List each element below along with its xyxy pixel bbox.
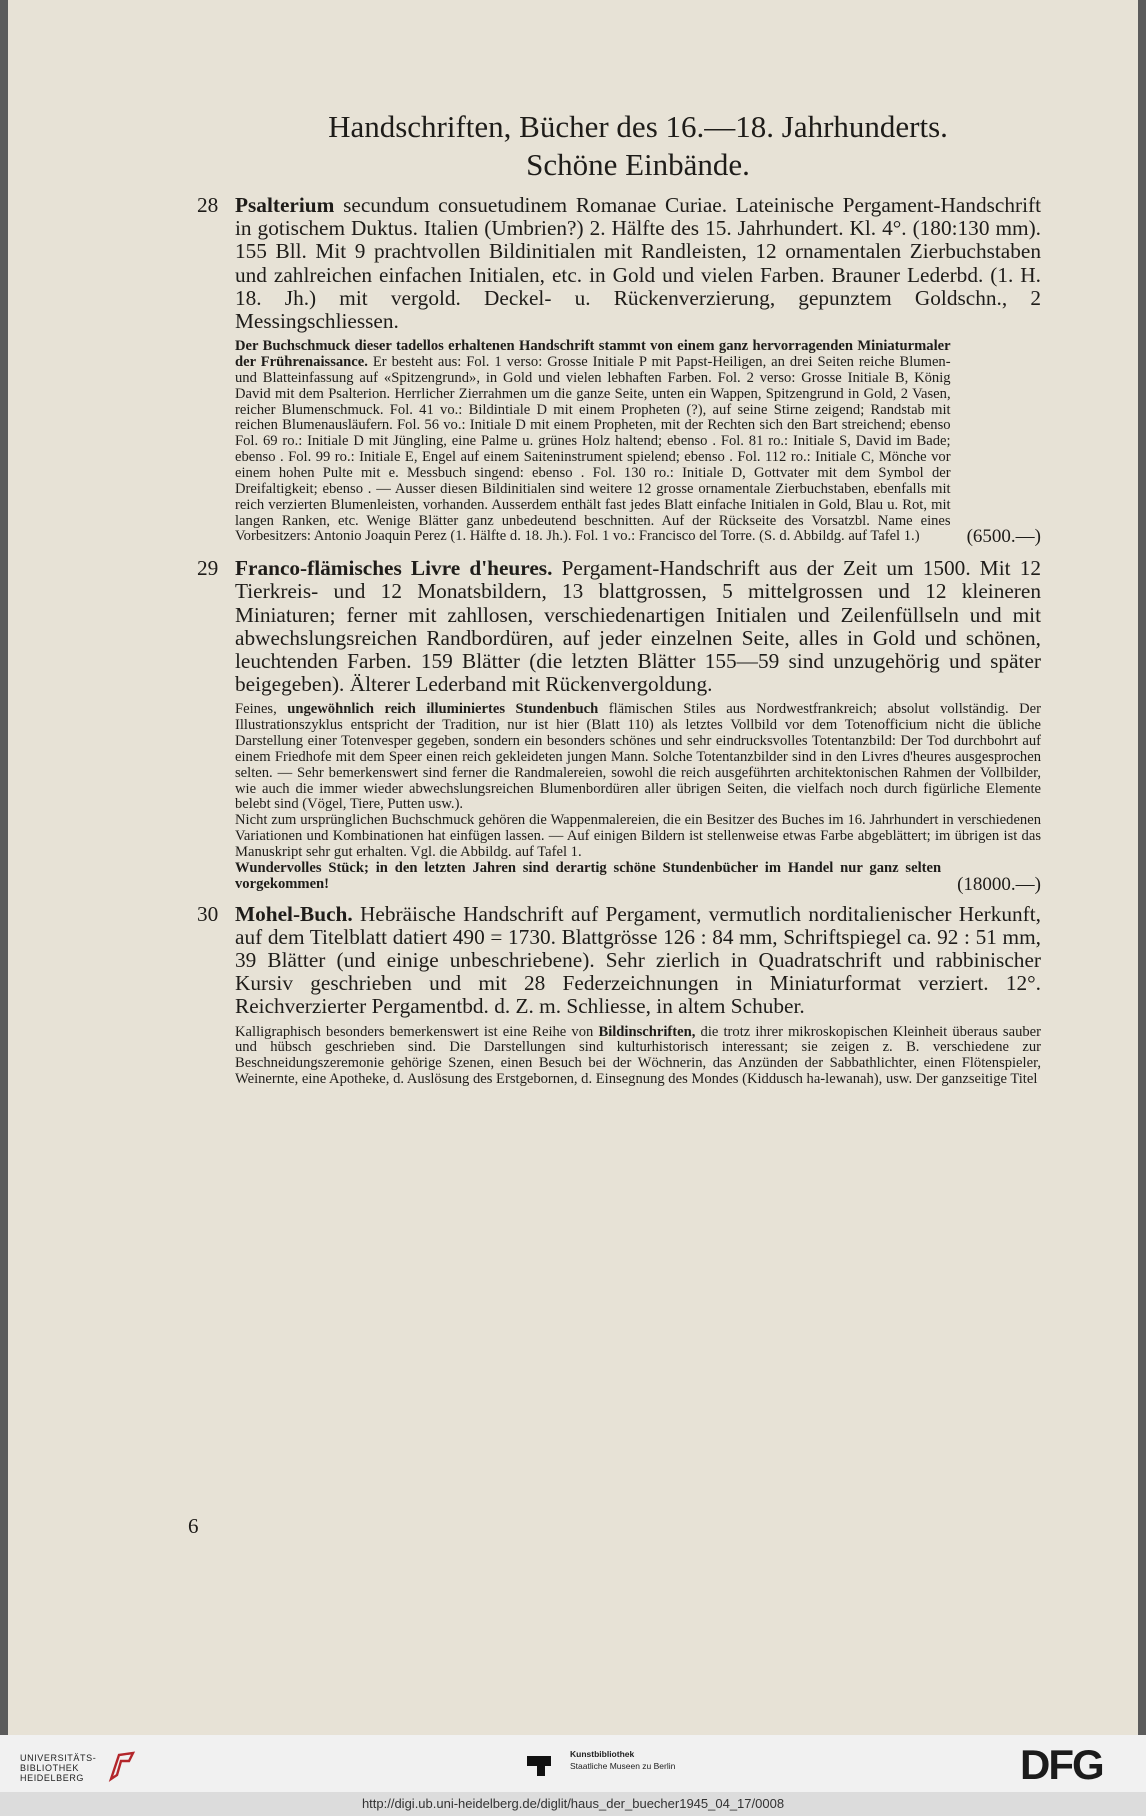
- scanned-page: [8, 0, 1138, 1735]
- viewer-footer: [0, 1735, 1146, 1792]
- entry-note: [235, 338, 1041, 548]
- page-number: 6: [188, 1514, 199, 1538]
- page-title: [235, 108, 1041, 184]
- dfg-logo[interactable]: DFG: [1020, 1741, 1103, 1788]
- entry-title: Mohel-Buch.: [235, 901, 353, 926]
- note-text: flämischen Stiles aus Nordwestfrankreich; absolut vollständig. Der Illustrationszyklus entspricht der Tradition, nur ist hier (Blatt 110) als letztes Vollbild vor dem Totenofficium nicht die übliche Darstellung einer Totenvesper gegeben, sondern ein besonders schönes und sehr eindrucksvolles Totentanzbild: Der Tod durchbohrt auf einem Friedhofe mit dem Speer einen reich gekleideten jungen Mann. Solche Totentanzbilder sind in den Livres d'heures ausgesprochen selten. — Sehr bemerkenswert sind ferner die Randmalereien, sowohl die reich ausgeführten architektonischen Rahmen der Vollbilder, wie auch die immer wieder abwechslungsreichen Blumenbordüren aller übrigen Seiten, die vielfach noch durch figürliche Elemente belebt sind (Vögel, Tiere, Putten usw.).: [235, 701, 1041, 813]
- kunstbibliothek-label: [570, 1748, 675, 1772]
- title-line-2: Schöne Einbände.: [526, 147, 750, 182]
- entry-title: Psalterium: [235, 193, 335, 217]
- entry-number: 28: [197, 193, 219, 217]
- permalink-url[interactable]: http://digi.ub.uni-heidelberg.de/diglit/haus_der_buecher1945_04_17/0008: [0, 1792, 1146, 1816]
- entry-price: (18000.—): [957, 873, 1041, 895]
- page-content: [197, 108, 1042, 1088]
- entry-heading: [197, 556, 1042, 697]
- uni-logo-line-3: HEIDELBERG: [20, 1773, 85, 1783]
- entry-heading: [197, 193, 1041, 334]
- note-paragraph-2: Nicht zum ursprünglichen Buchschmuck gehören die Wappenmalereien, die ein Besitzer des Buches im 16. Jahrhundert in verschiedenen Variationen und Kombinationen hat einfügen lassen. — Auf einigen Bildern ist stellenweise etwas Farbe abgeblättert; im übrigen ist das Manuskript sehr gut erhalten. Vgl. die Abbildg. auf Tafel 1.: [235, 812, 1041, 860]
- title-line-1: Handschriften, Bücher des 16.—18. Jahrhunderts.: [328, 109, 948, 144]
- note-text-pre: Feines,: [235, 701, 277, 718]
- catalog-entry-28: [197, 193, 1041, 548]
- entry-description: secundum consuetudinem Romanae Curiae. Lateinische Pergament-Handschrift in gotischem Duktus. Italien (Umbrien?) 2. Hälfte des 15. Jahrhundert. Kl. 4°. (180:130 mm). 155 Bll. Mit 9 prachtvollen Bildinitialen mit Randleisten, 12 ornamentalen Zierbuchstaben und zahlreichen einfachen Initialen, etc. in Gold und vielen Farben. Brauner Lederbd. (1. H. 18. Jh.) mit vergold. Deckel- u. Rückenverzierung, gepunztem Goldschn., 2 Messingschliessen.: [235, 193, 1041, 334]
- kunstbibliothek-logo-icon[interactable]: [525, 1752, 561, 1778]
- note-bold-text: Wundervolles Stück; in den letzten Jahren sind derartig schöne Stundenbücher im Handel nur ganz selten vorgekommen!: [235, 859, 942, 892]
- note-bold-text: Der Buchschmuck dieser tadellos erhaltenen Handschrift stammt von einem ganz hervorragenden Miniaturmaler der Frührenaissance.: [235, 338, 951, 371]
- entry-note: [235, 701, 1041, 895]
- catalog-entry-30: [197, 901, 1041, 1088]
- uni-logo-line-1: UNIVERSITÄTS-: [20, 1753, 97, 1763]
- note-bold-text: ungewöhnlich reich illuminiertes Stundenbuch: [287, 701, 599, 718]
- entry-title: Franco-flämisches Livre d'heures.: [235, 556, 553, 581]
- entry-description: Hebräische Handschrift auf Pergament, vermutlich norditalienischer Herkunft, auf dem Titelblatt datiert 490 = 1730. Blattgrösse 126 : 84 mm, Schriftspiegel ca. 92 : 51 mm, 39 Blätter (und einige unbeschriebene). Sehr zierlich in Quadratschrift und rabbinischer Kursiv geschrieben und mit 28 Federzeichnungen in Miniaturformat verziert. 12°. Reichverzierter Pergamentbd. d. Z. m. Schliesse, in altem Schuber.: [235, 901, 1041, 1019]
- university-library-logo[interactable]: [20, 1753, 96, 1783]
- kb-name: Kunstbibliothek: [570, 1749, 635, 1759]
- entry-note: [235, 1025, 1041, 1088]
- entry-description: Pergament-Handschrift aus der Zeit um 1500. Mit 12 Tierkreis- und 12 Monatsbildern, 13 blattgrossen, 5 mittelgrossen und 12 kleineren Miniaturen; ferner mit zahllosen, verschiedenartigen Initialen und Zeilenfüllseln und mit abwechslungsreichen Randbordüren, auf jeder einzelnen Seite, alles in Gold und schönen, leuchtenden Farben. 159 Blätter (die letzten Blätter 155—59 sind unzugehörig und später beigegeben). Älterer Lederband mit Rückenvergoldung.: [235, 556, 1042, 697]
- entry-heading: [197, 901, 1041, 1019]
- entry-number: 29: [197, 556, 219, 581]
- entry-price: (6500.—): [966, 526, 1041, 548]
- note-bold-text: Bildinschriften,: [598, 1023, 696, 1040]
- university-crest-icon: [105, 1749, 139, 1783]
- entry-number: 30: [197, 901, 219, 926]
- note-text: die trotz ihrer mikroskopischen Kleinheit überaus sauber und hübsch geschrieben sind. Die Darstellungen sind kulturhistorisch interessant; sie zeigen z. B. verschiedene zur Beschneidungszeremonie gehörige Szenen, einen Besuch bei der Wöchnerin, das Anzünden der Sabbathlichter, einen Flötenspieler, Weinernte, eine Apotheke, d. Auslösung des Erstgebornen, d. Einsegnung des Mondes (Kiddusch ha-lewanah), usw. Der ganzseitige Titel: [235, 1023, 1041, 1088]
- uni-logo-line-2: BIBLIOTHEK: [20, 1763, 80, 1773]
- kb-subtitle: Staatliche Museen zu Berlin: [570, 1761, 676, 1771]
- note-text: Er besteht aus: Fol. 1 verso: Grosse Initiale P mit Papst-Heiligen, an drei Seiten reiche Blumen- und Blatteinfassung auf «Spitzengrund», in Gold und vielen lebhaften Farben. Fol. 2 verso: Grosse Initiale B, König David mit dem Psalterion. Herrlicher Zierrahmen um die ganze Seite, unten ein Wappen, Spitzengrund in Gold, 2 Vasen, reicher Blumenschmuck. Fol. 41 vo.: Bildintiale D mit einem Propheten (?), auf seine Stirne zeigend; Randstab mit reichen Blumenausläufern. Fol. 56 vo.: Initiale D mit einem Propheten, mit der Rechten sich den Bart streichend; ebenso Fol. 69 ro.: Initiale D mit Jüngling, eine Palme u. grünes Holz haltend; ebenso . Fol. 81 ro.: Initiale S, David im Bade; ebenso . Fol. 99 ro.: Initiale E, Engel auf einem Saiteninstrument spielend; ebenso . Fol. 112 ro.: Initiale C, Mönche vor einem hohen Pulte mit e. Messbuch singend: ebenso . Fol. 130 ro.: Initiale D, Gottvater mit dem Symbol der Dreifaltigkeit; ebenso . — Ausser diesen Bildinitialen sind weitere 12 grosse ornamentale Zierbuchstaben, ebenfalls mit reich verzierten Blumenleisten, vorhanden. Ausserdem enthält fast jedes Blatt einfache Initialen in Gold, Blau u. Rot, mit langen Ranken, etc. Wenige Blätter ganz unbedeutend beschnitten. Auf der Rückseite des Vorsatzbl. Name eines Vorbesitzers: Antonio Joaquin Perez (1. Hälfte d. 18. Jh.). Fol. 1 vo.: Francisco del Torre. (S. d. Abbildg. auf Tafel 1.): [235, 354, 951, 545]
- note-text-pre: Kalligraphisch besonders bemerkenswert ist eine Reihe von: [235, 1023, 594, 1040]
- catalog-entry-29: [197, 556, 1042, 895]
